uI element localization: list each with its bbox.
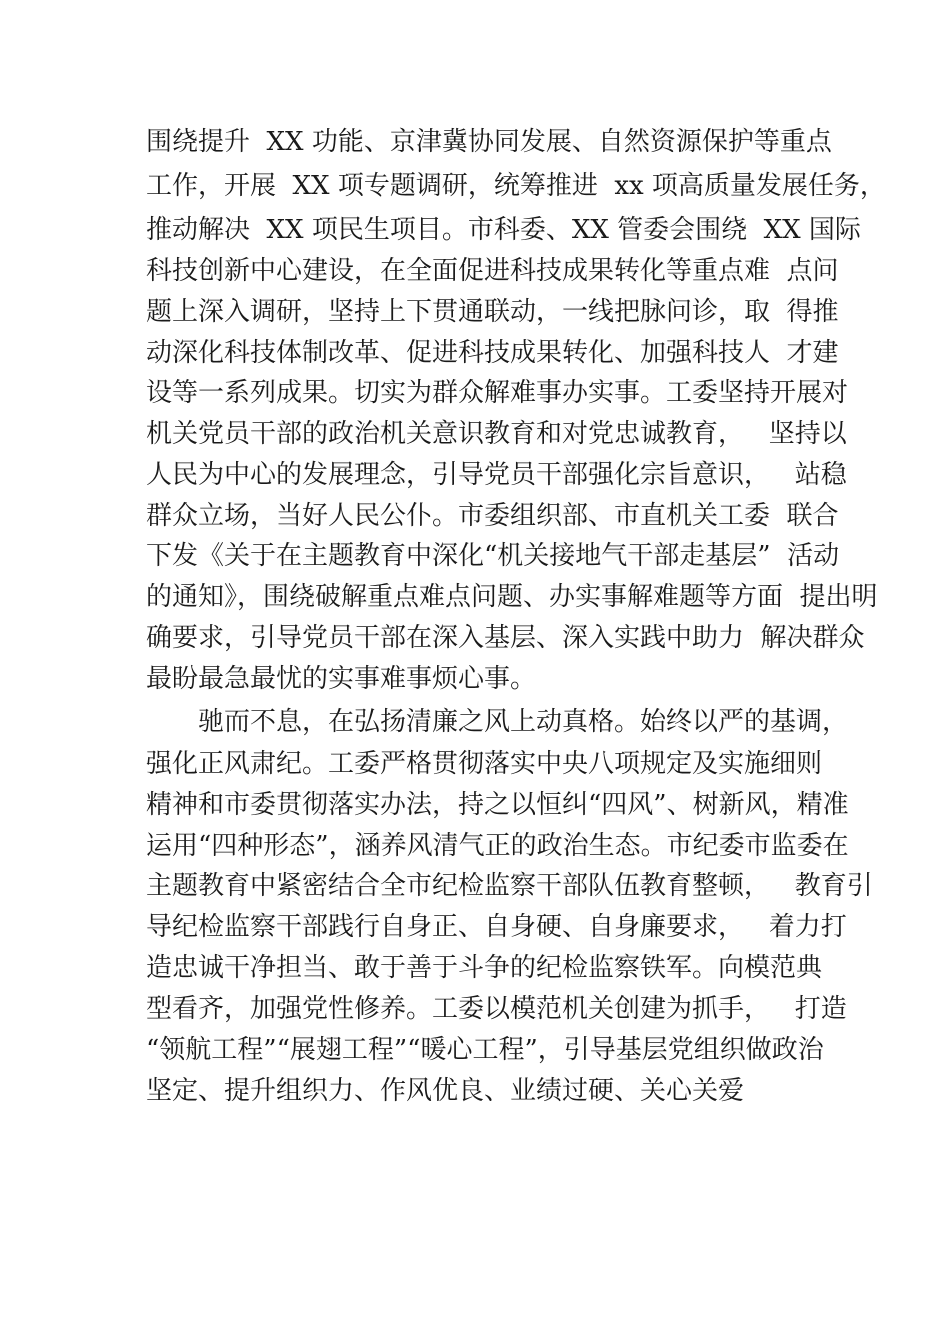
text-line: 设等一系列成果。切实为群众解难事办实事。工委坚持开展对 bbox=[146, 378, 849, 408]
text-line: 推动解决 XX 项民生项目。市科委、XX 管委会围绕 XX 国际 bbox=[146, 215, 861, 245]
text-line: 工作，开展 XX 项专题调研，统筹推进 xx 项高质量发展任务， bbox=[146, 171, 886, 201]
text-line: 科技创新中心建设，在全面促进科技成果转化等重点难 点问 bbox=[146, 256, 839, 286]
text-line: 人民为中心的发展理念，引导党员干部强化宗旨意识， 站稳 bbox=[146, 460, 847, 490]
text-line: 下发《关于在主题教育中深化“机关接地气干部走基层” 活动 bbox=[146, 541, 840, 571]
text-line: 主题教育中紧密结合全市纪检监察干部队伍教育整顿， 教育引 bbox=[146, 871, 873, 901]
text-line: 最盼最急最忧的实事难事烦心事。 bbox=[146, 664, 537, 694]
text-line: 群众立场，当好人民公仆。市委组织部、市直机关工委 联合 bbox=[146, 501, 839, 531]
text-line: “领航工程”“展翅工程”“暖心工程”，引导基层党组织做政治 bbox=[146, 1035, 824, 1065]
text-line: 强化正风肃纪。工委严格贯彻落实中央八项规定及实施细则 bbox=[146, 749, 823, 779]
paragraph-first-line: 驰而不息，在弘扬清廉之风上动真格。始终以严的基调， bbox=[198, 707, 849, 737]
text-line: 精神和市委贯彻落实办法，持之以恒纠“四风”、树新风，精准 bbox=[146, 790, 849, 820]
text-line: 坚定、提升组织力、作风优良、业绩过硬、关心关爱 bbox=[146, 1076, 745, 1106]
text-line: 型看齐，加强党性修养。工委以模范机关创建为抓手， 打造 bbox=[146, 994, 847, 1024]
text-line: 围绕提升 XX 功能、京津冀协同发展、自然资源保护等重点 bbox=[146, 127, 832, 157]
text-line: 题上深入调研，坚持上下贯通联动，一线把脉问诊，取 得推 bbox=[146, 297, 839, 327]
text-line: 导纪检监察干部践行自身正、自身硬、自身廉要求， 着力打 bbox=[146, 912, 847, 942]
text-line: 运用“四种形态”，涵养风清气正的政治生态。市纪委市监委在 bbox=[146, 831, 849, 861]
text-line: 造忠诚干净担当、敢于善于斗争的纪检监察铁军。向模范典 bbox=[146, 953, 823, 983]
text-line: 机关党员干部的政治机关意识教育和对党忠诚教育， 坚持以 bbox=[146, 419, 847, 449]
text-line: 确要求，引导党员干部在深入基层、深入实践中助力 解决群众 bbox=[146, 623, 865, 653]
text-line: 动深化科技体制改革、促进科技成果转化、加强科技人 才建 bbox=[146, 338, 839, 368]
text-line: 的通知》，围绕破解重点难点问题、办实事解难题等方面 提出明 bbox=[146, 582, 878, 612]
